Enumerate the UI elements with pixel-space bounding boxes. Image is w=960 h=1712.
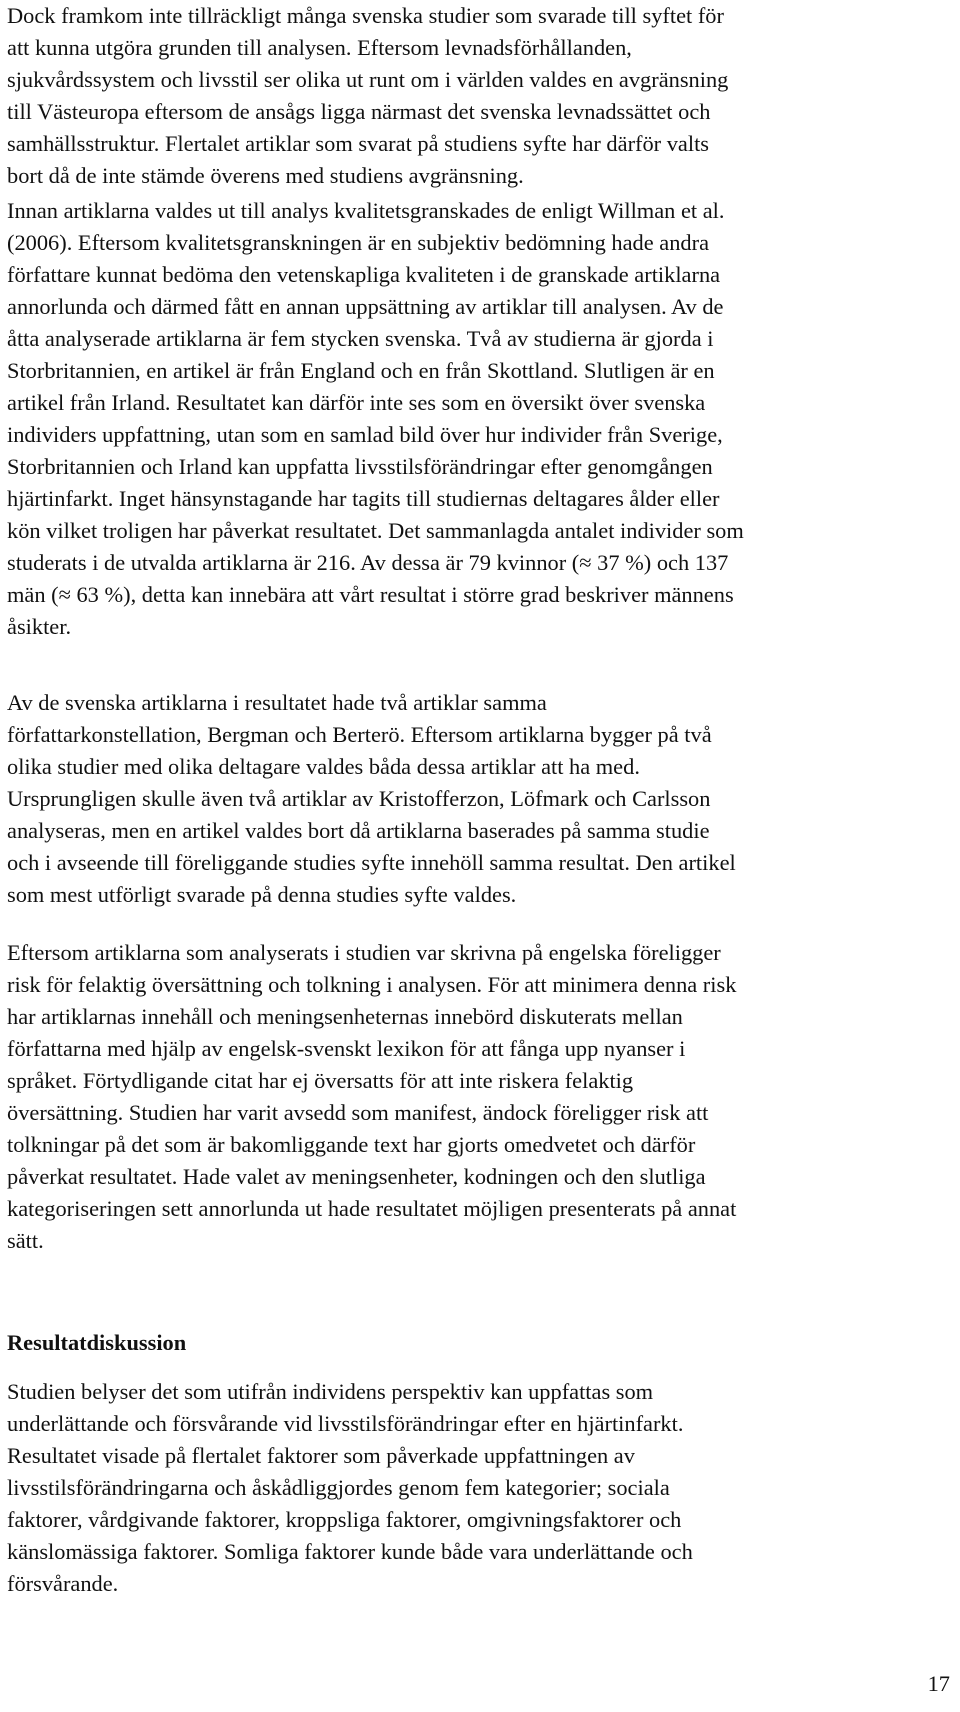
text-line: att kunna utgöra grunden till analysen. Eftersom levnadsförhållanden,: [7, 35, 632, 60]
paragraph-2: [7, 195, 744, 643]
text-line: åsikter.: [7, 614, 72, 639]
text-line: bort då de inte stämde överens med studiens avgränsning.: [7, 163, 524, 188]
text-line: översättning. Studien har varit avsedd som manifest, ändock föreligger risk att: [7, 1100, 709, 1125]
text-line: män (≈ 63 %), detta kan innebära att vårt resultat i större grad beskriver männens: [7, 582, 734, 607]
text-line: olika studier med olika deltagare valdes båda dessa artiklar att ha med.: [7, 754, 640, 779]
text-line: sätt.: [7, 1228, 44, 1253]
text-line: analyseras, men en artikel valdes bort då artiklarna baserades på samma studie: [7, 818, 710, 843]
text-line: studerats i de utvalda artiklarna är 216. Av dessa är 79 kvinnor (≈ 37 %) och 137: [7, 550, 729, 575]
text-line: kategoriseringen sett annorlunda ut hade resultatet möjligen presenterats på annat: [7, 1196, 737, 1221]
paragraph-1: [7, 0, 728, 192]
text-line: livsstilsförändringarna och åskådliggjordes genom fem kategorier; sociala: [7, 1475, 670, 1500]
text-line: författarna med hjälp av engelsk-svenskt lexikon för att fånga upp nyanser i: [7, 1036, 686, 1061]
text-line: till Västeuropa eftersom de ansågs ligga närmast det svenska levnadssättet och: [7, 99, 711, 124]
text-line: artikel från Irland. Resultatet kan därför inte ses som en översikt över svenska: [7, 390, 706, 415]
text-line: känslomässiga faktorer. Somliga faktorer kunde både vara underlättande och: [7, 1539, 693, 1564]
text-line: författarkonstellation, Bergman och Berterö. Eftersom artiklarna bygger på två: [7, 722, 712, 747]
text-line: som mest utförligt svarade på denna studies syfte valdes.: [7, 882, 517, 907]
text-line: Resultatet visade på flertalet faktorer som påverkade uppfattningen av: [7, 1443, 635, 1468]
text-line: kön vilket troligen har påverkat resultatet. Det sammanlagda antalet individer som: [7, 518, 744, 543]
section-heading: Resultatdiskussion: [7, 1330, 187, 1355]
paragraph-3: [7, 687, 736, 911]
text-line: författare kunnat bedöma den vetenskapliga kvaliteten i de granskade artiklarna: [7, 262, 721, 287]
text-line: Innan artiklarna valdes ut till analys kvalitetsgranskades de enligt Willman et al.: [7, 198, 725, 223]
text-line: samhällsstruktur. Flertalet artiklar som svarat på studiens syfte har därför valts: [7, 131, 710, 156]
text-line: Studien belyser det som utifrån individens perspektiv kan uppfattas som: [7, 1379, 654, 1404]
text-line: och i avseende till föreliggande studies syfte innehöll samma resultat. Den artikel: [7, 850, 736, 875]
text-line: (2006). Eftersom kvalitetsgranskningen är en subjektiv bedömning hade andra: [7, 230, 710, 255]
text-line: annorlunda och därmed fått en annan uppsättning av artiklar till analysen. Av de: [7, 294, 724, 319]
page-number: 17: [927, 1671, 950, 1696]
text-line: individers uppfattning, utan som en samlad bild över hur individer från Sverige,: [7, 422, 723, 447]
text-line: åtta analyserade artiklarna är fem stycken svenska. Två av studierna är gjorda i: [7, 326, 714, 351]
text-line: faktorer, vårdgivande faktorer, kroppsliga faktorer, omgivningsfaktorer och: [7, 1507, 682, 1532]
text-line: Av de svenska artiklarna i resultatet hade två artiklar samma: [7, 690, 547, 715]
text-line: har artiklarnas innehåll och meningsenheternas innebörd diskuterats mellan: [7, 1004, 683, 1029]
text-line: Eftersom artiklarna som analyserats i studien var skrivna på engelska föreligger: [7, 940, 721, 965]
text-line: språket. Förtydligande citat har ej översatts för att inte riskera felaktig: [7, 1068, 634, 1093]
text-line: tolkningar på det som är bakomliggande text har gjorts omedvetet och därför: [7, 1132, 696, 1157]
paragraph-4: [7, 937, 736, 1257]
paragraph-5: [7, 1376, 693, 1600]
text-line: underlättande och försvårande vid livsstilsförändringar efter en hjärtinfarkt.: [7, 1411, 684, 1436]
text-line: Storbritannien, en artikel är från England och en från Skottland. Slutligen är en: [7, 358, 715, 383]
text-line: försvårande.: [7, 1571, 119, 1596]
text-line: Dock framkom inte tillräckligt många svenska studier som svarade till syftet för: [7, 3, 724, 28]
text-line: Storbritannien och Irland kan uppfatta livsstilsförändringar efter genomgången: [7, 454, 713, 479]
text-line: risk för felaktig översättning och tolkning i analysen. För att minimera denna risk: [7, 972, 737, 997]
text-line: hjärtinfarkt. Inget hänsynstagande har tagits till studiernas deltagares ålder eller: [7, 486, 720, 511]
text-line: Ursprungligen skulle även två artiklar av Kristofferzon, Löfmark och Carlsson: [7, 786, 711, 811]
text-line: sjukvårdssystem och livsstil ser olika ut runt om i världen valdes en avgränsning: [7, 67, 729, 92]
text-line: påverkat resultatet. Hade valet av meningsenheter, kodningen och den slutliga: [7, 1164, 706, 1189]
